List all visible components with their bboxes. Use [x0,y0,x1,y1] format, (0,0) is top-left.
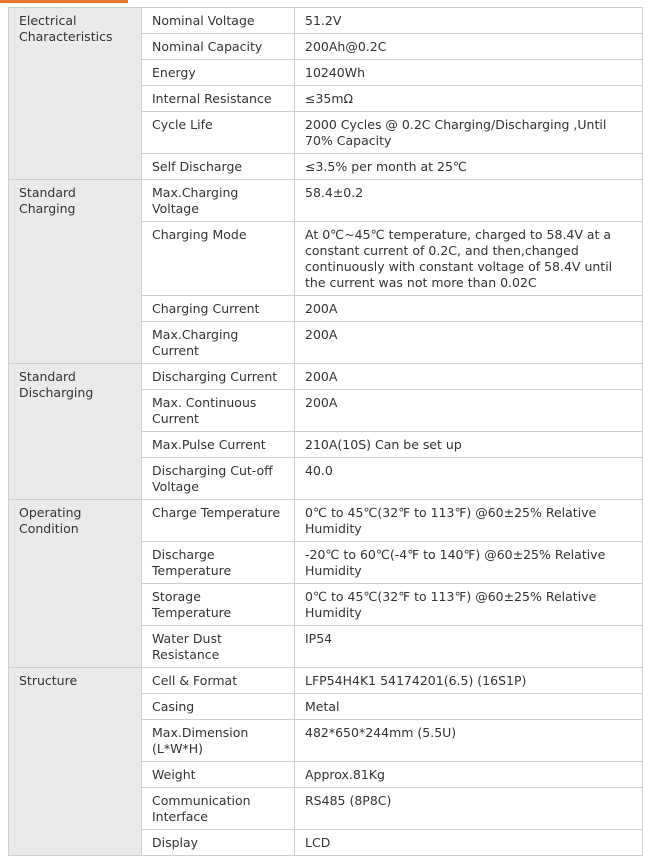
value-cell: 40.0 [295,458,643,500]
value-cell: 210A(10S) Can be set up [295,432,643,458]
param-cell: Weight [142,762,295,788]
param-cell: Charge Temperature [142,500,295,542]
category-cell: Standard Charging [9,180,142,364]
value-cell: 200A [295,390,643,432]
table-row [9,8,643,34]
param-cell: Internal Resistance [142,86,295,112]
param-cell: Communication Interface [142,788,295,830]
value-cell: Approx.81Kg [295,762,643,788]
value-cell: 200A [295,296,643,322]
category-cell: Standard Discharging [9,364,142,500]
table-row [9,364,643,390]
value-cell: Metal [295,694,643,720]
value-cell: 58.4±0.2 [295,180,643,222]
param-cell: Water Dust Resistance [142,626,295,668]
param-cell: Nominal Voltage [142,8,295,34]
param-cell: Max.Dimension (L*W*H) [142,720,295,762]
param-cell: Nominal Capacity [142,34,295,60]
category-cell: Structure [9,668,142,856]
param-cell: Display [142,830,295,856]
table-row [9,668,643,694]
param-cell: Self Discharge [142,154,295,180]
param-cell: Max.Pulse Current [142,432,295,458]
param-cell: Discharge Temperature [142,542,295,584]
value-cell: 200Ah@0.2C [295,34,643,60]
param-cell: Discharging Current [142,364,295,390]
value-cell: At 0℃~45℃ temperature, charged to 58.4V at a constant current of 0.2C, and then,changed continuously with constant voltage of 58.4V until the current was not more than 0.02C [295,222,643,296]
value-cell: IP54 [295,626,643,668]
param-cell: Storage Temperature [142,584,295,626]
value-cell: 2000 Cycles @ 0.2C Charging/Discharging ,Until 70% Capacity [295,112,643,154]
spec-table [8,7,643,856]
param-cell: Max.Charging Current [142,322,295,364]
param-cell: Cell & Format [142,668,295,694]
param-cell: Energy [142,60,295,86]
value-cell: ≤35mΩ [295,86,643,112]
param-cell: Casing [142,694,295,720]
value-cell: 0℃ to 45℃(32℉ to 113℉) @60±25% Relative Humidity [295,500,643,542]
param-cell: Discharging Cut-off Voltage [142,458,295,500]
value-cell: -20℃ to 60℃(-4℉ to 140℉) @60±25% Relative Humidity [295,542,643,584]
value-cell: 10240Wh [295,60,643,86]
value-cell: 51.2V [295,8,643,34]
param-cell: Max. Continuous Current [142,390,295,432]
value-cell: 482*650*244mm (5.5U) [295,720,643,762]
param-cell: Cycle Life [142,112,295,154]
table-row [9,180,643,222]
value-cell: ≤3.5% per month at 25℃ [295,154,643,180]
param-cell: Charging Current [142,296,295,322]
category-cell: Operating Condition [9,500,142,668]
value-cell: LCD [295,830,643,856]
value-cell: LFP54H4K1 54174201(6.5) (16S1P) [295,668,643,694]
value-cell: 0℃ to 45℃(32℉ to 113℉) @60±25% Relative Humidity [295,584,643,626]
table-row [9,500,643,542]
param-cell: Charging Mode [142,222,295,296]
value-cell: 200A [295,322,643,364]
param-cell: Max.Charging Voltage [142,180,295,222]
value-cell: RS485 (8P8C) [295,788,643,830]
value-cell: 200A [295,364,643,390]
tab-accent-bar [0,0,128,3]
category-cell: Electrical Characteristics [9,8,142,180]
